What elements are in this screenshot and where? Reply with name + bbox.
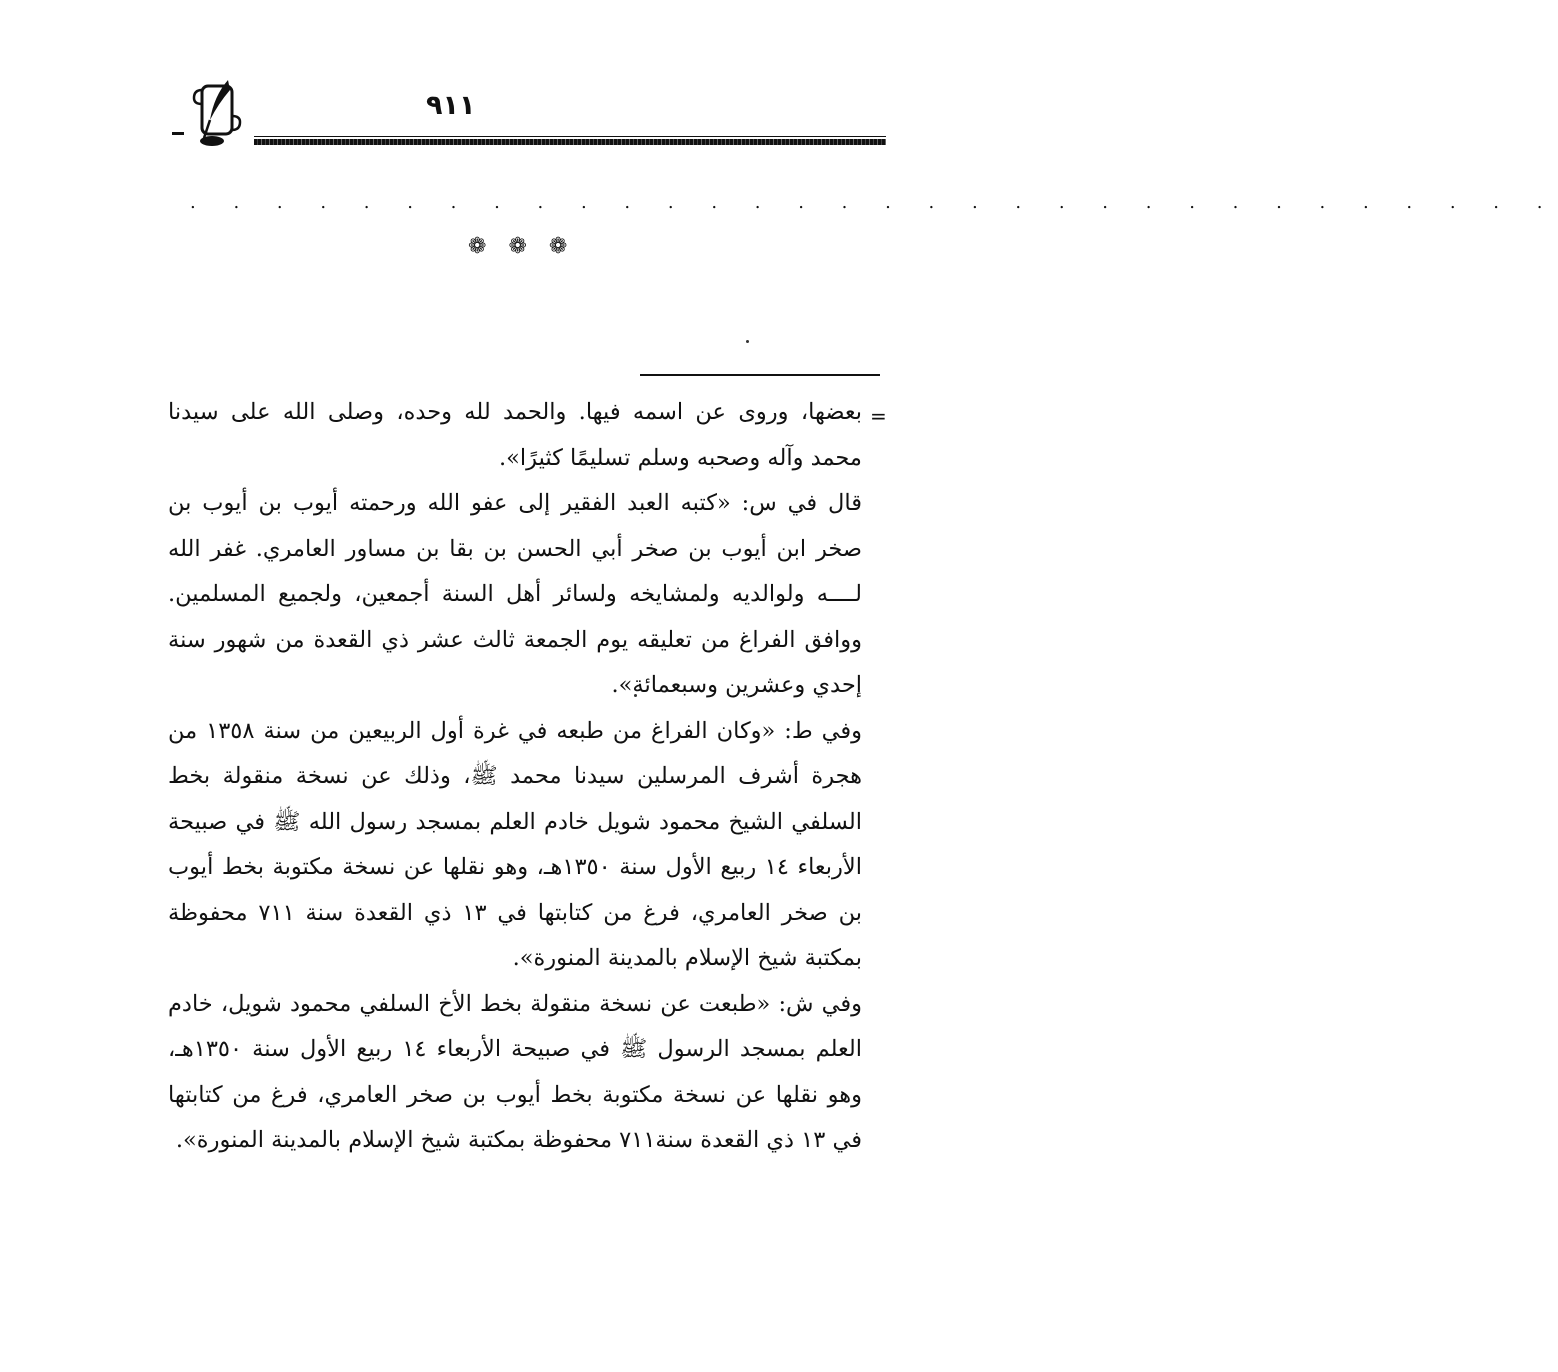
quill-scroll-icon	[188, 78, 246, 150]
dotted-separator: . . . . . . . . . . . . . . . . . . . . . . . . . . . . . . . .	[190, 192, 1558, 213]
page-number: ٩١١	[426, 90, 476, 121]
footnote-paragraph: بعضها، وروى عن اسمه فيها. والحمد لله وحده، وصلى الله على سيدنا محمد وآله وصحبه وسلم تسليمًا كثيرًا».	[168, 399, 862, 471]
scan-speck	[746, 340, 749, 343]
footnote-paragraph: وفي ش: «طبعت عن نسخة منقولة بخط الأخ السلفي محمود شويل، خادم العلم بمسجد الرسول ﷺ في صبيحة الأربعاء ١٤ ربيع الأول سنة ١٣٥٠هـ، وهو نقلها عن نسخة مكتوبة بخط أيوب بن صخر العامري، فرغ من كتابتها في ١٣ ذي القعدة سنة٧١١ محفوظة بمكتبة شيخ الإسلام بالمدينة المنورة».	[168, 990, 862, 1153]
footnote-text	[168, 390, 862, 1164]
footnote-rule	[640, 374, 880, 376]
page-header	[170, 78, 890, 158]
header-rule	[254, 139, 886, 145]
header-dash	[172, 132, 184, 135]
star-ornament-icon: ❁	[548, 234, 568, 259]
footnote-paragraph: وفي ط: «وكان الفراغ من طبعه في غرة أول الربيعين من سنة ١٣٥٨ من هجرة أشرف المرسلين سيدنا محمد ﷺ، وذلك عن نسخة منقولة بخط السلفي الشيخ محمود شويل خادم العلم بمسجد رسول الله ﷺ في صبيحة الأربعاء ١٤ ربيع الأول سنة ١٣٥٠هـ، وهو نقلها عن نسخة مكتوبة بخط أيوب بن صخر العامري، فرغ من كتابتها في ١٣ ذي القعدة سنة ٧١١ محفوظة بمكتبة شيخ الإسلام بالمدينة المنورة».	[168, 717, 862, 971]
footnote-continuation-mark: =	[870, 404, 887, 428]
star-ornament-icon: ❁	[468, 234, 487, 259]
star-ornaments	[468, 232, 588, 262]
star-ornament-icon: ❁	[508, 234, 527, 259]
header-rule-thin	[254, 136, 886, 137]
footnote-paragraph: قال في س: «كتبه العبد الفقير إلى عفو الله ورحمته أيوب بن أيوب بن صخر ابن أيوب بن صخر أبي الحسن بن بقا بن مساور العامري. غفر الله لــــه ولوالديه ولمشايخه ولسائر أهل السنة أجمعين، ولجميع المسلمين. ووافق الفراغ من تعليقه يوم الجمعة ثالث عشر ذي القعدة من شهور سنة إحدي وعشرين وسبعمائة».	[168, 490, 862, 698]
